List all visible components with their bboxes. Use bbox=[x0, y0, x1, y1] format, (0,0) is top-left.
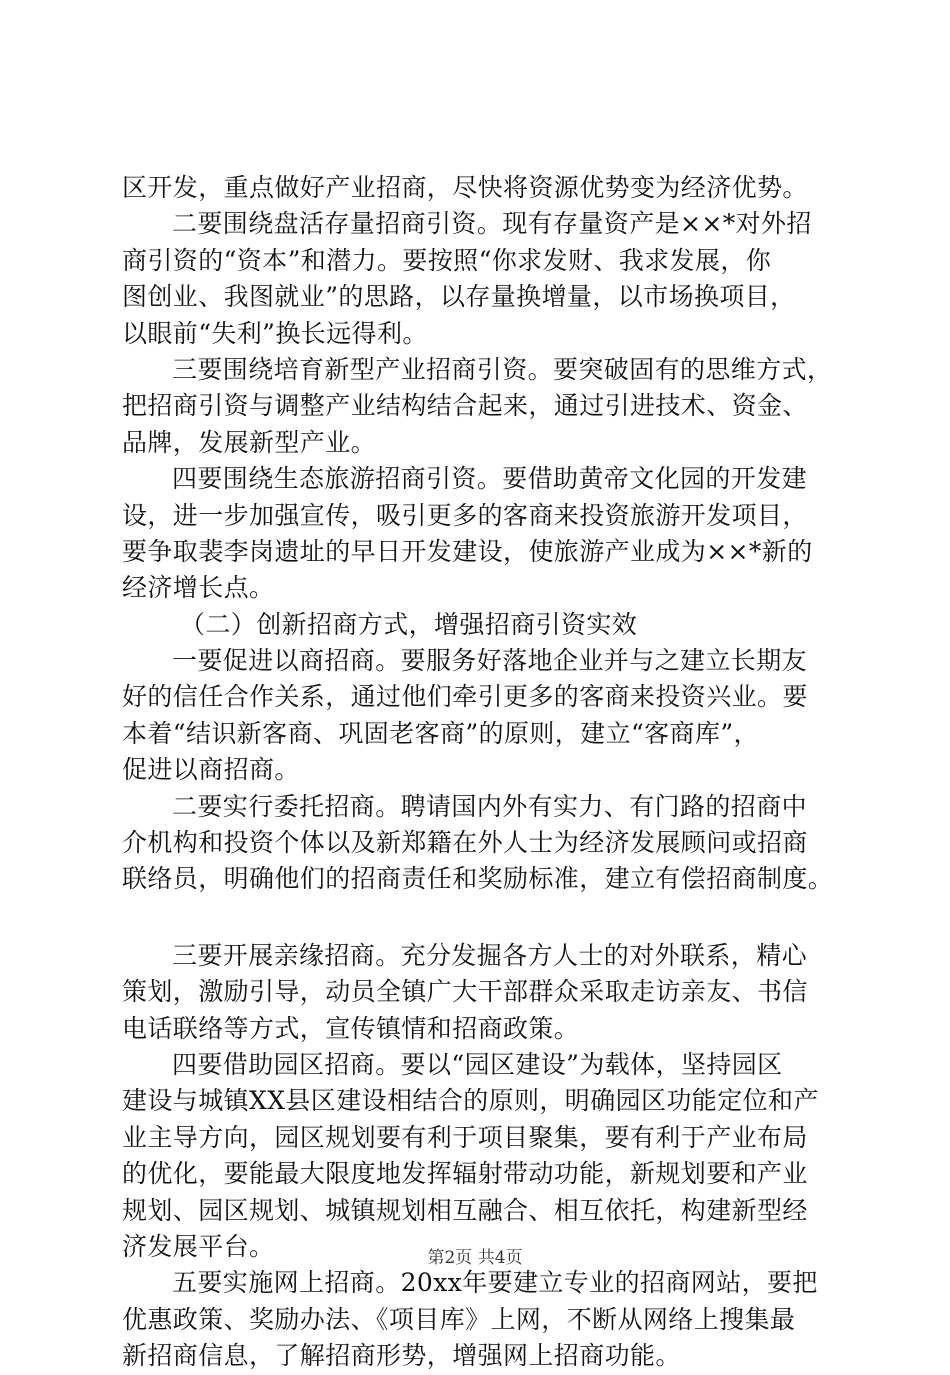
text-line: 好的信任合作关系，通过他们牵引更多的客商来投资兴业。要 bbox=[122, 682, 808, 712]
text-line: 区开发，重点做好产业招商，尽快将资源优势变为经济优势。 bbox=[122, 173, 808, 202]
text-line: 图创业、我图就业”的思路，以存量换增量，以市场换项目， bbox=[122, 282, 796, 312]
text-line: 规划、园区规划、城镇规划相互融合、相互依托，构建新型经 bbox=[122, 1195, 808, 1225]
text-line: 新招商信息，了解招商形势，增强网上招商功能。 bbox=[122, 1341, 681, 1371]
text-line: 促进以商招商。 bbox=[122, 755, 300, 785]
document-body bbox=[122, 170, 842, 1375]
text-line: 经济增长点。 bbox=[122, 573, 275, 603]
text-line: 设，进一步加强宣传，吸引更多的客商来投资旅游开发项目， bbox=[122, 500, 808, 530]
text-line: 业主导方向，园区规划要有利于项目聚集，要有利于产业布局 bbox=[122, 1122, 808, 1152]
section-heading: （二）创新招商方式，增强招商引资实效 bbox=[180, 609, 638, 639]
text-line: 联络员，明确他们的招商责任和奖励标准，建立有偿招商制度。 bbox=[122, 864, 834, 894]
text-line: 把招商引资与调整产业结构结合起来，通过引进技术、资金、 bbox=[122, 391, 808, 421]
text-line: 策划，激励引导，动员全镇广大干部群众采取走访亲友、书信 bbox=[122, 977, 808, 1007]
text-line: 四要围绕生态旅游招商引资。要借助黄帝文化园的开发建 bbox=[172, 464, 808, 494]
text-line: 品牌，发展新型产业。 bbox=[122, 427, 377, 457]
text-line: 五要实施网上招商。20xx年要建立专业的招商网站，要把 bbox=[172, 1268, 818, 1298]
text-line: 三要开展亲缘招商。充分发掘各方人士的对外联系，精心 bbox=[172, 940, 808, 970]
text-line: 电话联络等方式，宣传镇情和招商政策。 bbox=[122, 1013, 580, 1043]
text-line: 本着“结识新客商、巩固老客商”的原则，建立“客商库”， bbox=[122, 718, 759, 748]
text-line: 要争取裴李岗遗址的早日开发建设，使旅游产业成为××*新的 bbox=[122, 536, 813, 566]
text-line: 优惠政策、奖励办法、《项目库》上网，不断从网络上搜集最 bbox=[122, 1304, 796, 1334]
text-line: 商引资的“资本”和潜力。要按照“你求发财、我求发展，你 bbox=[122, 245, 772, 275]
text-line: 建设与城镇XX县区建设相结合的原则，明确园区功能定位和产 bbox=[122, 1086, 819, 1116]
text-line: 济发展平台。 bbox=[122, 1231, 275, 1261]
text-line: 四要借助园区招商。要以“园区建设”为载体，坚持园区 bbox=[172, 1049, 783, 1079]
text-line: 二要实行委托招商。聘请国内外有实力、有门路的招商中 bbox=[172, 791, 808, 821]
paragraph-gap bbox=[122, 898, 842, 938]
text-line: 三要围绕培育新型产业招商引资。要突破固有的思维方式， bbox=[172, 354, 833, 384]
text-line: 以眼前“失利”换长远得利。 bbox=[122, 318, 428, 348]
text-line: 二要围绕盘活存量招商引资。现有存量资产是××*对外招 bbox=[172, 209, 812, 239]
text-line: 介机构和投资个体以及新郑籍在外人士为经济发展顾问或招商 bbox=[122, 828, 808, 858]
text-line: 一要促进以商招商。要服务好落地企业并与之建立长期友 bbox=[172, 646, 808, 676]
page-number-footer: 第2页 共4页 bbox=[427, 1248, 523, 1268]
text-line: 的优化，要能最大限度地发挥辐射带动功能，新规划要和产业 bbox=[122, 1159, 808, 1189]
